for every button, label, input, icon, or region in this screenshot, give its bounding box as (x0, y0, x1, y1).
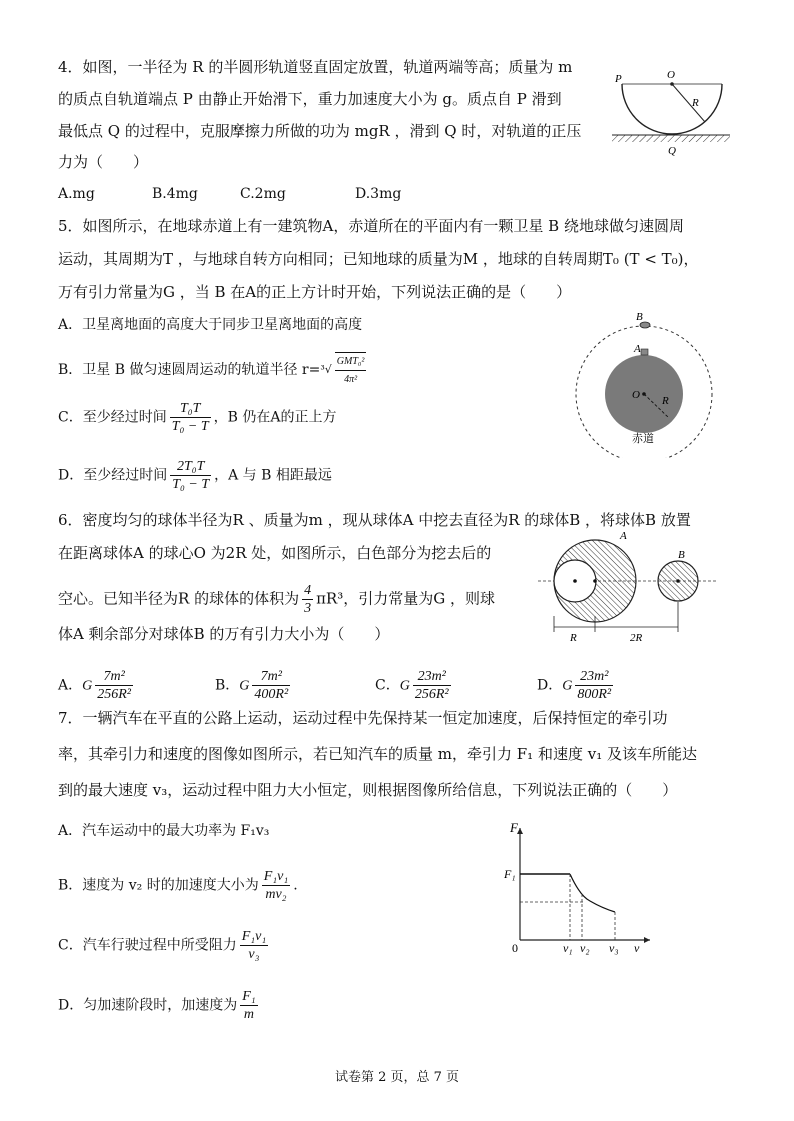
q6-vol-numerator: 4 (304, 583, 312, 598)
q7-option-b-text: B．速度为 v₂ 时的加速度大小为 (58, 877, 259, 894)
q6-option-label: C． (375, 677, 400, 694)
q6-option-G: G (562, 678, 573, 694)
q5-d-denominator: T₀ − T (172, 477, 210, 492)
q6-option-numerator: 23m² (575, 668, 613, 686)
q6-option-denominator: 400R² (254, 687, 289, 702)
q5-line-2: 运动，其周期为T ，与地球自转方向相同；已知地球的质量为M ，地球的自转周期T₀ (T < T₀)， (58, 250, 699, 268)
q7-line-1: 7．一辆汽车在平直的公路上运动，运动过程中先保持某一恒定加速度，后保持恒定的牵引功 (58, 709, 668, 727)
q5-option-b: B．卫星 B 做匀速圆周运动的轨道半径 r=³√ $\frac{\text{GMT₀²}}{\text{4π²}}$ (58, 352, 369, 388)
q6-option-label: B． (215, 677, 240, 694)
q5-option-a: A．卫星离地面的高度大于同步卫星离地面的高度 (58, 317, 363, 333)
q4-semicircle-figure (612, 56, 732, 156)
q5-earth-satellite-figure (572, 308, 722, 458)
q6-line-3 (58, 582, 495, 617)
q6-line-4: 体A 剩余部分对球体B 的万有引力大小为（ ） (58, 625, 390, 643)
q5-label-R: R (662, 395, 669, 407)
q6-option-G: G (399, 678, 410, 694)
q7-label-v2: v₂ (580, 941, 590, 955)
q6-option-numerator: 7m² (95, 668, 133, 686)
q5-option-d (58, 458, 332, 493)
q6-option-label: D． (537, 677, 563, 694)
q4-line-4: 力为（ ） (58, 153, 149, 171)
q5-line-3: 万有引力常量为G ，当 B 在A的正上方计时开始，下列说法正确的是（ ） (58, 283, 572, 301)
q7-force-speed-graph (500, 818, 660, 958)
q7-d-denominator: m (243, 1007, 254, 1022)
q7-option-d (58, 988, 261, 1023)
q7-b-denominator: mv₂ (265, 887, 287, 902)
q4-label-O: O (667, 69, 675, 81)
q6-label-2R: 2R (630, 632, 643, 644)
q7-b-numerator: F₁v₁ (263, 869, 289, 884)
q6-vol-denominator: 3 (304, 601, 312, 616)
q7-option-b-tail: . (293, 877, 298, 894)
q5-option-c (58, 400, 336, 435)
q7-d-numerator: F₁ (242, 989, 256, 1004)
q5-option-c-tail: ，B 仍在A的正上方 (213, 409, 337, 426)
q7-axis-v: v (634, 941, 640, 955)
q7-option-a: A．汽车运动中的最大功率为 F₁v₃ (58, 823, 270, 839)
q4-line-1: 4．如图，一半径为 R 的半圆形轨道竖直固定放置，轨道两端等高；质量为 m (58, 58, 573, 76)
q6-option-denominator: 800R² (577, 687, 612, 702)
q6-option-a (58, 668, 136, 703)
q6-label-B: B (678, 549, 685, 561)
q5-option-d-tail: ，A 与 B 相距最远 (214, 467, 332, 484)
q5-c-numerator: T₀T (170, 400, 211, 418)
q4-label-R: R (692, 97, 699, 109)
q6-option-denominator: 256R² (414, 687, 449, 702)
page-footer: 试卷第 2 页，总 7 页 (334, 1070, 460, 1085)
q6-label-R: R (570, 632, 577, 644)
q5-b-denominator: 4π² (344, 374, 358, 385)
q6-option-G: G (239, 678, 250, 694)
q4-label-P: P (615, 73, 622, 85)
q7-origin: 0 (512, 941, 518, 955)
q7-line-2: 率，其牵引力和速度的图像如图所示，若已知汽车的质量 m，牵引力 F₁ 和速度 v₁ 及该车所能达 (58, 745, 697, 763)
q4-option-d: D.3mg (355, 186, 402, 202)
q6-option-G: G (82, 678, 93, 694)
q5-label-A: A (634, 343, 641, 355)
q5-b-numerator: GMT₀² (335, 353, 367, 371)
q7-option-d-text: D．匀加速阶段时，加速度为 (58, 997, 238, 1014)
q5-label-equator: 赤道 (632, 433, 654, 445)
q7-label-v1: v₁ (563, 941, 573, 955)
q7-label-F1: F₁ (504, 867, 516, 881)
q7-option-c-text: C．汽车行驶过程中所受阻力 (58, 937, 237, 954)
q5-c-denominator: T₀ − T (171, 419, 209, 434)
q4-option-c: C.2mg (240, 186, 286, 202)
q7-line-3: 到的最大速度 v₃，运动过程中阻力大小恒定，则根据图像所给信息，下列说法正确的（ ） (58, 781, 678, 799)
q6-spheres-figure (538, 526, 718, 646)
q6-option-label: A． (58, 677, 83, 694)
q7-axis-F: F (510, 820, 518, 835)
q7-option-b (58, 868, 298, 903)
q6-option-numerator: 23m² (413, 668, 451, 686)
q4-option-b: B.4mg (152, 186, 198, 202)
q4-line-3: 最低点 Q 的过程中，克服摩擦力所做的功为 mgR ，滑到 Q 时，对轨道的正压 (58, 122, 582, 140)
q5-label-O: O (632, 389, 640, 401)
q6-option-c (375, 668, 454, 703)
q6-line-1: 6．密度均匀的球体半径为R 、质量为m ，现从球体A 中挖去直径为R 的球体B ，将球体B 放置 (58, 511, 691, 529)
q4-option-a: A.mg (58, 186, 95, 202)
q6-label-A: A (620, 530, 627, 542)
q6-option-d (537, 668, 616, 703)
q7-c-denominator: v₃ (248, 947, 260, 962)
q6-option-denominator: 256R² (97, 687, 131, 702)
q5-label-B: B (636, 311, 643, 323)
q7-option-c (58, 928, 271, 963)
q4-label-Q: Q (668, 145, 676, 156)
q6-line-2: 在距离球体A 的球心O 为2R 处，如图所示，白色部分为挖去后的 (58, 544, 492, 562)
q6-line-3-text: 空心。已知半径为R 的球体的体积为 (58, 589, 300, 608)
q5-d-numerator: 2T₀T (170, 458, 211, 476)
q5-option-c-text: C．至少经过时间 (58, 409, 167, 426)
q7-label-v3: v₃ (609, 941, 619, 955)
q6-option-numerator: 7m² (252, 668, 290, 686)
q7-c-numerator: F₁v₁ (241, 929, 267, 944)
q5-option-b-text: B．卫星 B 做匀速圆周运动的轨道半径 r= (58, 362, 321, 378)
q5-option-d-text: D．至少经过时间 (58, 467, 168, 484)
q6-line-3-tail: πR³，引力常量为G ，则球 (316, 589, 495, 608)
q6-option-b (215, 668, 293, 703)
q5-line-1: 5．如图所示，在地球赤道上有一建筑物A，赤道所在的平面内有一颗卫星 B 绕地球做匀速圆周 (58, 217, 684, 235)
q4-line-2: 的质点自轨道端点 P 由静止开始滑下，重力加速度大小为 g。质点自 P 滑到 (58, 90, 562, 108)
